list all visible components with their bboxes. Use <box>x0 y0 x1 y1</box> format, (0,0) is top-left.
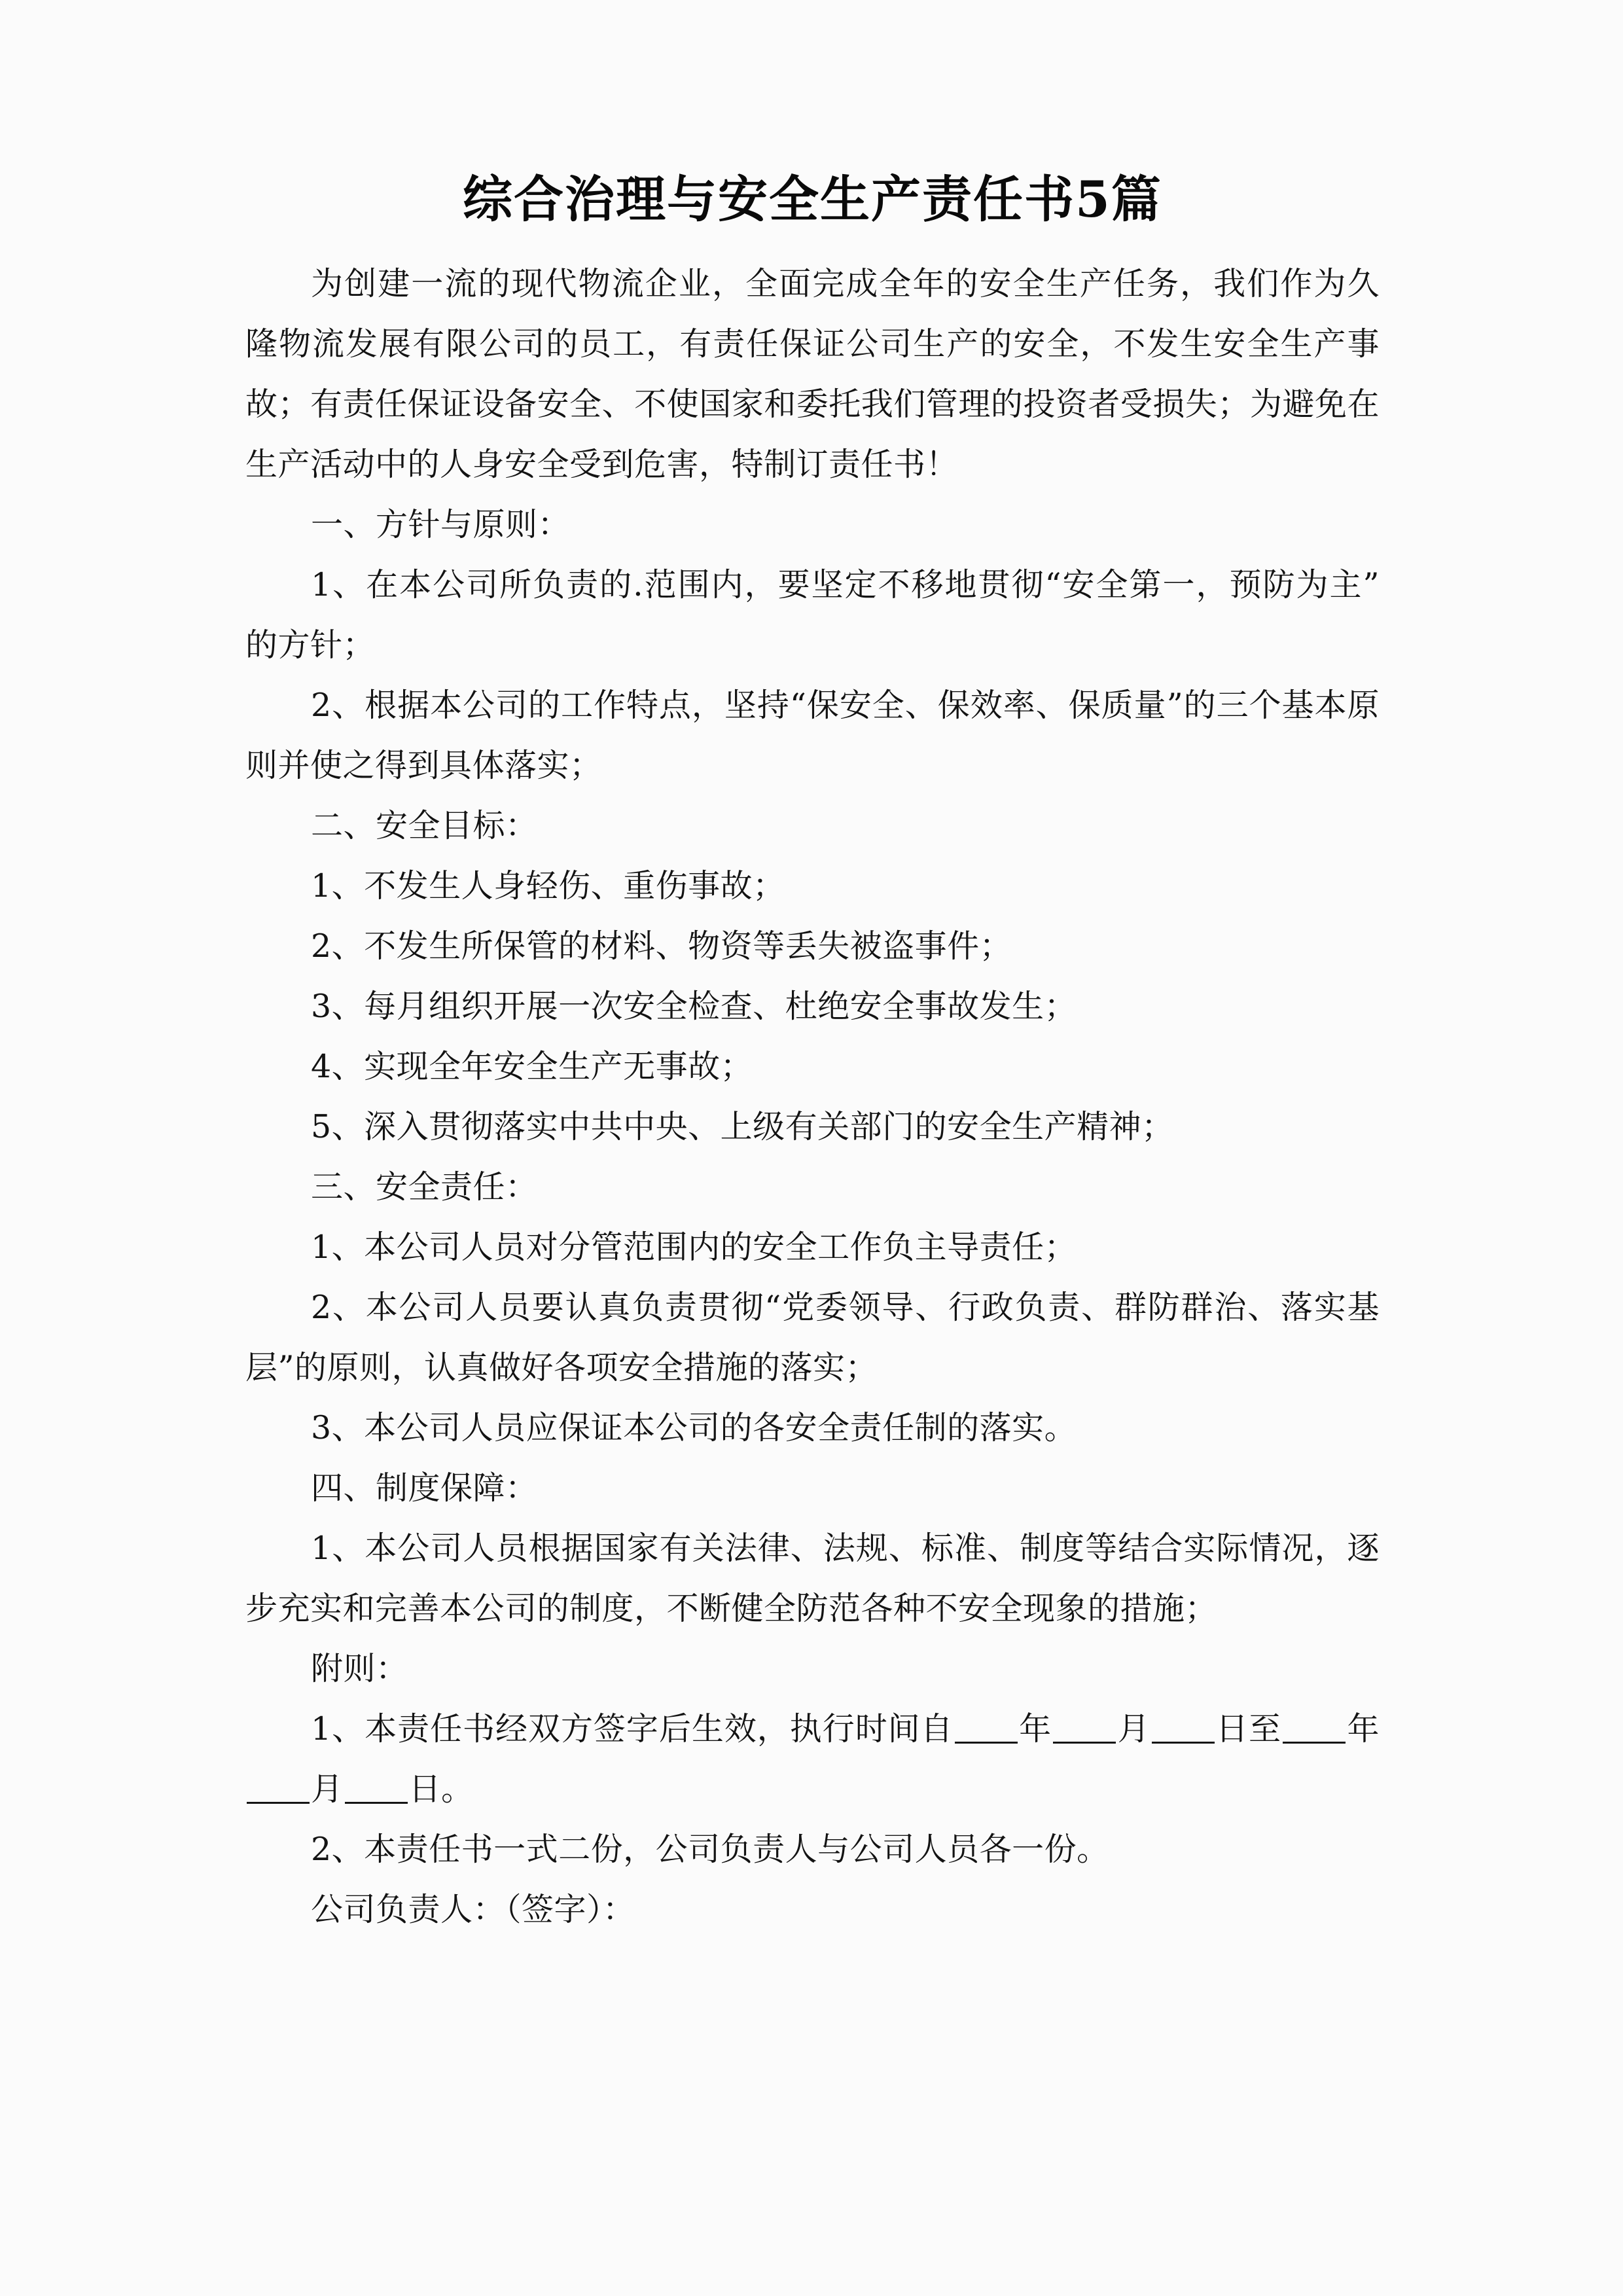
heading-section-4: 四、制度保障： <box>311 1469 538 1507</box>
list-item-2-1: 1、不发生人身轻伤、重伤事故； <box>311 867 785 905</box>
list-item-1-2: 2、根据本公司的工作特点，坚持“保安全、保效率、保质量”的三个基本原则并使之得到具体落实； <box>245 687 1380 784</box>
month-from-label: 月 <box>1117 1710 1150 1748</box>
year-to-blank[interactable] <box>1283 1742 1346 1744</box>
year-from-blank[interactable] <box>955 1742 1018 1744</box>
date-clause-period: 。 <box>441 1770 474 1808</box>
list-item-2-5: 5、深入贯彻落实中共中央、上级有关部门的安全生产精神； <box>311 1108 1174 1145</box>
signature-line: 公司负责人：（签字）： <box>311 1891 635 1928</box>
day-from-blank[interactable] <box>1152 1742 1215 1744</box>
year-from-label: 年 <box>1018 1710 1052 1748</box>
day-from-label: 日 <box>1215 1710 1249 1748</box>
page-title: 综合治理与安全生产责任书5篇 <box>463 170 1162 228</box>
list-item-2-2: 2、不发生所保管的材料、物资等丢失被盗事件； <box>311 927 1012 965</box>
list-item-3-2: 2、本公司人员要认真负责贯彻“党委领导、行政负责、群防群治、落实基层”的原则，认真做好各项安全措施的落实； <box>245 1289 1380 1386</box>
list-item-3-1: 1、本公司人员对分管范围内的安全工作负主导责任； <box>311 1229 1077 1266</box>
year-to-label: 年 <box>1346 1710 1380 1748</box>
list-item-3-3: 3、本公司人员应保证本公司的各安全责任制的落实。 <box>311 1409 1077 1446</box>
heading-section-1: 一、方针与原则： <box>311 506 571 543</box>
day-to-label: 日 <box>408 1770 442 1808</box>
heading-section-2: 二、安全目标： <box>311 807 538 844</box>
day-to-blank[interactable] <box>345 1802 408 1804</box>
document-body <box>245 164 1380 1940</box>
paragraph-intro: 为创建一流的现代物流企业，全面完成全年的安全生产任务，我们作为久隆物流发展有限公司的员工，有责任保证公司生产的安全，不发生安全生产事故；有责任保证设备安全、不使国家和委托我们管理的投资者受损失；为避免在生产活动中的人身安全受到危害，特制订责任书！ <box>245 265 1380 483</box>
effective-date-prefix: 1、本责任书经双方签字后生效，执行时间自 <box>311 1710 954 1748</box>
list-item-1-1: 1、在本公司所负责的.范围内，要坚定不移地贯彻“安全第一，预防为主”的方针； <box>245 566 1380 664</box>
effective-date-clause <box>245 1699 1380 1820</box>
list-item-2-3: 3、每月组织开展一次安全检查、杜绝安全事故发生； <box>311 988 1077 1025</box>
month-to-label: 月 <box>311 1770 344 1808</box>
month-from-blank[interactable] <box>1053 1742 1116 1744</box>
appendix-item-2: 2、本责任书一式二份，公司负责人与公司人员各一份。 <box>311 1831 1109 1868</box>
list-item-2-4: 4、实现全年安全生产无事故； <box>311 1048 753 1085</box>
heading-section-3: 三、安全责任： <box>311 1168 538 1206</box>
date-range-to-label: 至 <box>1249 1710 1281 1748</box>
month-to-blank[interactable] <box>247 1802 310 1804</box>
heading-appendix: 附则： <box>311 1650 408 1687</box>
list-item-4-1: 1、本公司人员根据国家有关法律、法规、标准、制度等结合实际情况，逐步充实和完善本公司的制度，不断健全防范各种不安全现象的措施； <box>245 1530 1380 1627</box>
